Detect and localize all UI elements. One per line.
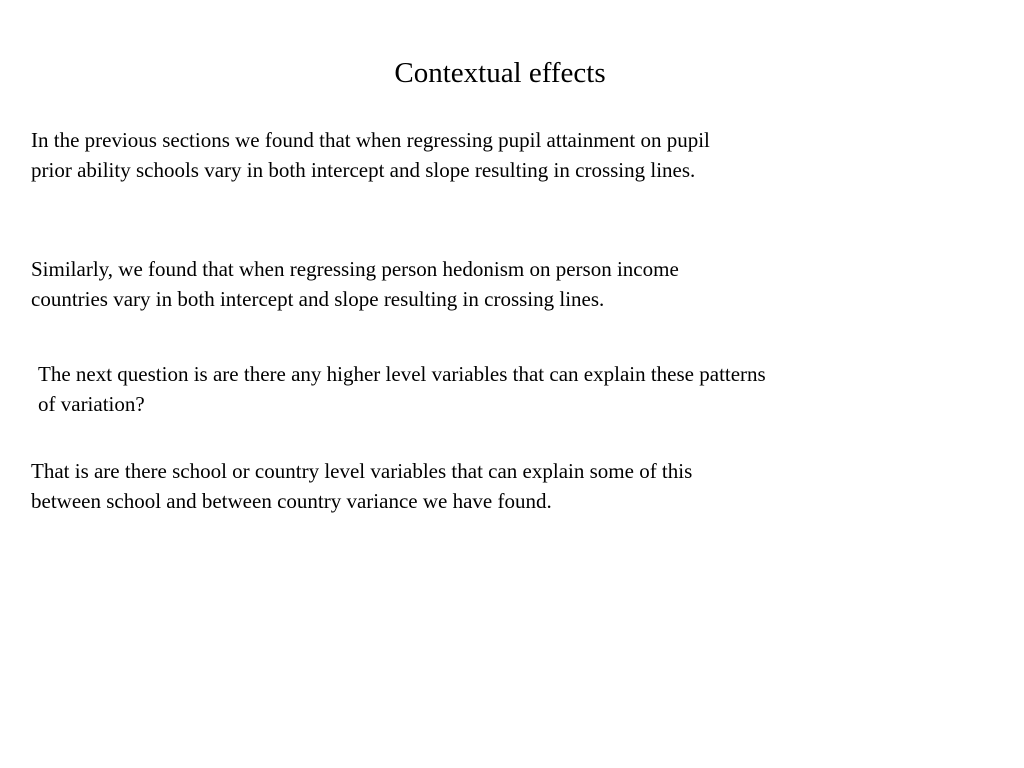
paragraph-line: That is are there school or country level variables that can explain some of this [31, 459, 693, 483]
paragraph-next-question [38, 359, 766, 419]
paragraph-line: of variation? [38, 392, 145, 416]
paragraph-previous-sections [31, 125, 710, 185]
paragraph-line: Similarly, we found that when regressing person hedonism on person income [31, 257, 679, 281]
paragraph-line: between school and between country variance we have found. [31, 489, 552, 513]
paragraph-line: countries vary in both intercept and slope resulting in crossing lines. [31, 287, 605, 311]
slide-title: Contextual effects [394, 57, 606, 89]
paragraph-similarly [31, 254, 679, 314]
paragraph-that-is [31, 456, 692, 516]
paragraph-line: The next question is are there any higher level variables that can explain these patterns [38, 362, 766, 386]
paragraph-line: prior ability schools vary in both intercept and slope resulting in crossing lines. [31, 158, 696, 182]
paragraph-line: In the previous sections we found that when regressing pupil attainment on pupil [31, 128, 710, 152]
